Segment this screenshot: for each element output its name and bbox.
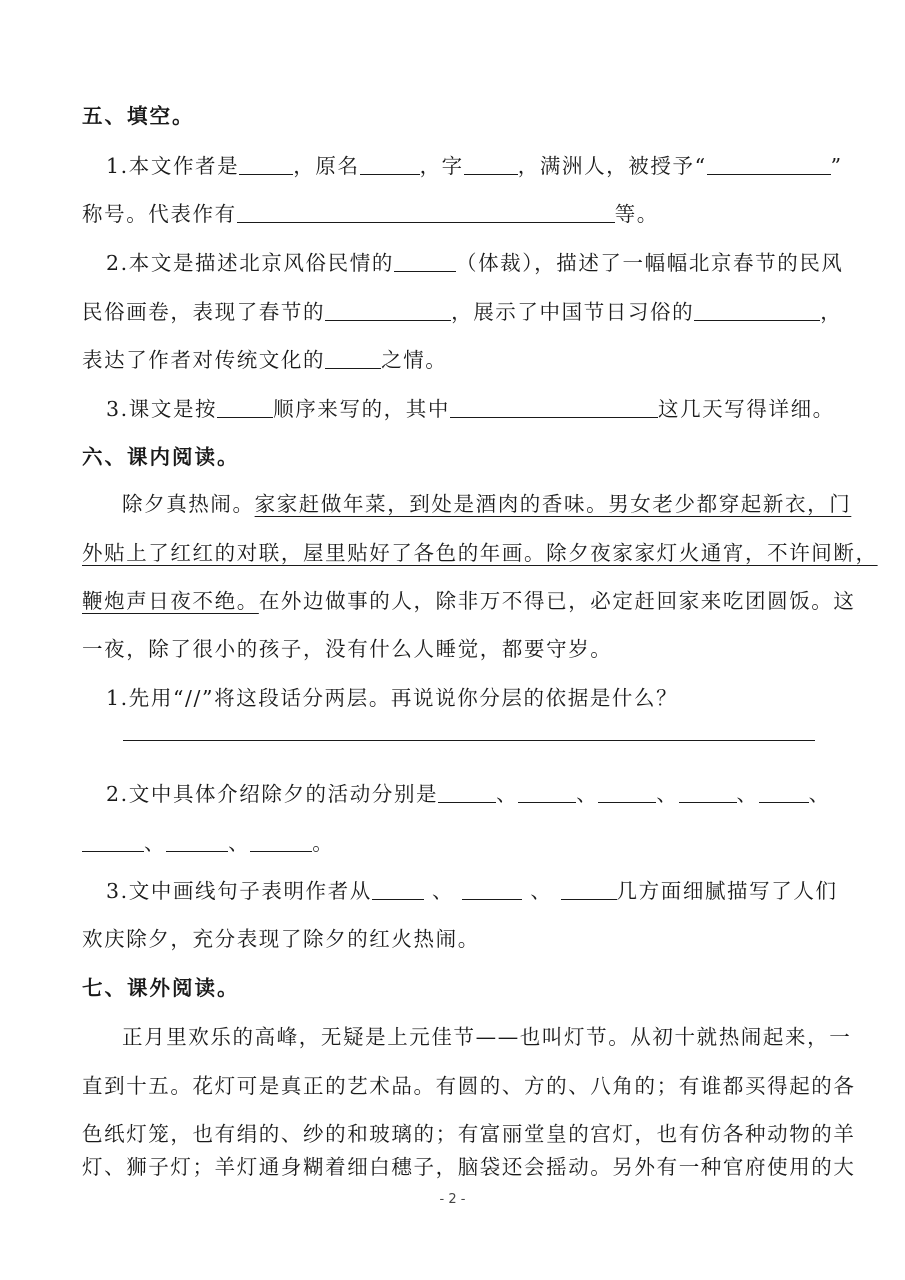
s5-q3-line1: 3.课文是按 顺序来写的，其中 这几天写得详细。 [106,397,835,421]
underlined-sentence: 家家赶做年菜，到处是酒肉的香味。男女老少都穿起新衣，门 [254,492,852,516]
s5-q2-line3: 表达了作者对传统文化的 之情。 [82,348,448,372]
blank-activity-3[interactable] [598,782,656,803]
blank-title[interactable] [707,154,831,175]
s6-passage-line2 [82,538,878,568]
blank-activity-6[interactable] [82,831,144,852]
blank-genre[interactable] [394,251,456,272]
blank-activity-1[interactable] [438,782,496,803]
blank-order[interactable] [217,397,273,418]
s6-passage-line1: 除夕真热闹。家家赶做年菜，到处是酒肉的香味。男女老少都穿起新衣，门 [122,492,852,516]
blank-courtesy-name[interactable] [464,154,518,175]
section5-heading: 五、填空。 [82,104,195,128]
blank-aspect-2[interactable] [462,879,522,900]
blank-activity-5[interactable] [759,782,809,803]
s5-q2-line2: 民俗画卷，表现了春节的 ，展示了中国节日习俗的 ， [82,300,843,324]
blank-activity-2[interactable] [518,782,576,803]
s5-q1-line2: 称号。代表作有 等。 [82,202,659,226]
blank-feeling[interactable] [325,348,381,369]
blank-detailed-days[interactable] [450,397,658,418]
blank-author[interactable] [239,154,293,175]
blank-activity-7[interactable] [166,831,228,852]
s5-q2-line1: 2.本文是描述北京风俗民情的 （体裁），描述了一幅幅北京春节的民风 [106,251,844,275]
section6-heading: 六、课内阅读。 [82,445,240,469]
s6-q1: 1.先用“//”将这段话分两层。再说说你分层的依据是什么？ [106,686,679,710]
blank-aspect-1[interactable] [372,879,424,900]
s6-q3-line1: 3.文中画线句子表明作者从 、 、 几方面细腻描写了人们 [106,879,838,903]
s5-q1-line1: 1.本文作者是 ，原名 ，字 ，满洲人，被授予“ ” [106,154,843,178]
s7-passage-line4: 灯、狮子灯；羊灯通身糊着细白穗子，脑袋还会摇动。另外有一种官府使用的大 [82,1155,856,1179]
s7-passage-line2: 直到十五。花灯可是真正的艺术品。有圆的、方的、八角的；有谁都买得起的各 [82,1074,856,1098]
answer-line[interactable] [123,740,815,741]
underlined-sentence: 鞭炮声日夜不绝。 [82,589,259,613]
s6-q3-line2: 欢庆除夕，充分表现了除夕的红火热闹。 [82,927,480,951]
s6-passage-line3: 鞭炮声日夜不绝。在外边做事的人，除非万不得已，必定赶回家来吃团圆饭。这 [82,589,856,613]
underlined-sentence: 外贴上了红红的对联，屋里贴好了各色的年画。除夕夜家家灯火通宵，不许间断， [82,541,878,565]
blank-festival-feature[interactable] [325,300,451,321]
s7-passage-line3: 色纸灯笼，也有绢的、纱的和玻璃的；有富丽堂皇的宫灯，也有仿各种动物的羊 [82,1122,856,1146]
s7-passage-line1: 正月里欢乐的高峰，无疑是上元佳节——也叫灯节。从初十就热闹起来，一 [122,1025,852,1049]
s6-passage-line4: 一夜，除了很小的孩子，没有什么人睡觉，都要守岁。 [82,637,613,661]
s6-q2-line1: 2.文中具体介绍除夕的活动分别是 、 、 、 、 、 [106,782,831,806]
blank-activity-4[interactable] [679,782,737,803]
blank-aspect-3[interactable] [561,879,617,900]
blank-original-name[interactable] [360,154,420,175]
page-number: - 2 - [439,1192,466,1207]
section7-heading: 七、课外阅读。 [82,976,240,1000]
blank-custom-feature[interactable] [694,300,820,321]
s6-q2-line2: 、 、 。 [82,828,823,858]
blank-activity-8[interactable] [250,831,312,852]
blank-works[interactable] [237,202,615,223]
